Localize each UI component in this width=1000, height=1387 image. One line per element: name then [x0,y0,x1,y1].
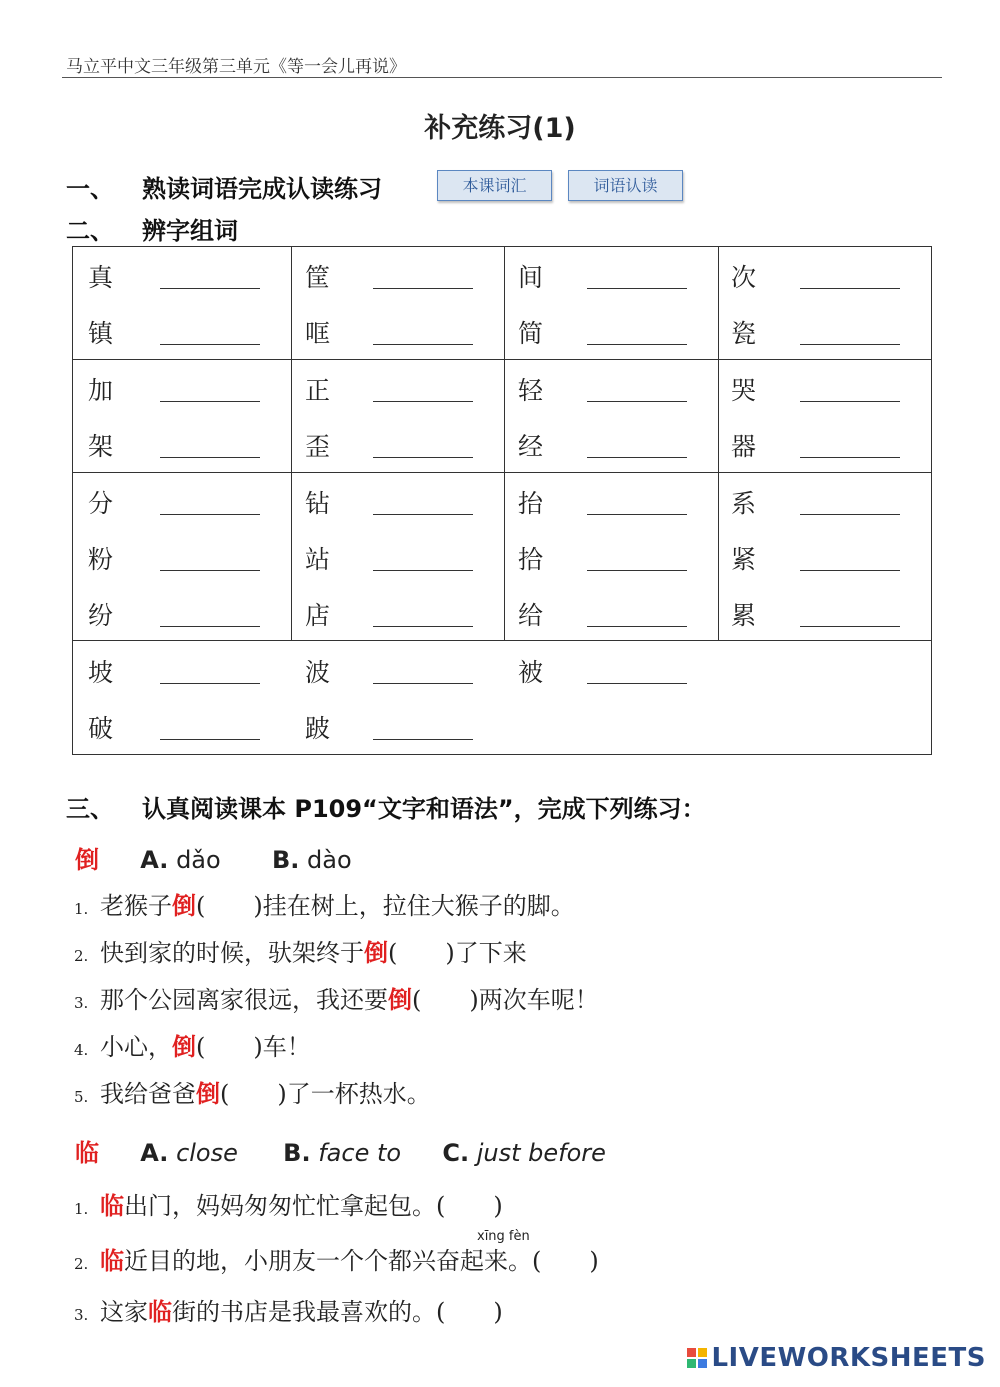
grid-character: 店 [305,601,331,630]
word-answer-blank[interactable] [373,288,473,289]
grid-col-divider [504,247,505,640]
word-answer-blank[interactable] [800,288,900,289]
section-2-heading [66,211,238,246]
lin-options-row [75,1133,606,1168]
question-number: 4. [74,1041,89,1059]
section-2-number: 二、 [66,217,114,245]
highlight-char: 倒 [196,1079,220,1108]
word-answer-blank[interactable] [373,457,473,458]
lin-option-b-letter: B. [283,1139,311,1167]
question-number: 5. [74,1088,89,1106]
dao-option-b-letter: B. [271,846,300,874]
lesson-vocab-button[interactable]: 本课词汇 [437,170,552,201]
question-answer-blank[interactable]: 街的书店是我最喜欢的。( ) [172,1298,503,1326]
word-answer-blank[interactable] [160,457,260,458]
grid-character: 抬 [518,489,544,518]
highlight-char: 倒 [364,938,388,967]
lin-option-c-text: just before [476,1139,606,1167]
dao-option-a-text: dǎo [176,846,221,874]
word-answer-blank[interactable] [800,401,900,402]
grid-character: 系 [731,489,757,518]
word-answer-blank[interactable] [160,344,260,345]
question-answer-blank[interactable]: ( )挂在树上，拉住大猴子的脚。 [196,892,575,920]
word-answer-blank[interactable] [800,570,900,571]
grid-col-divider [718,247,719,640]
grid-character: 破 [88,714,114,743]
highlight-char: 倒 [172,891,196,920]
grid-character: 架 [88,432,114,461]
grid-character: 简 [518,319,544,348]
word-answer-blank[interactable] [373,570,473,571]
grid-character: 给 [518,601,544,630]
word-answer-blank[interactable] [160,683,260,684]
word-answer-blank[interactable] [587,401,687,402]
dao-question-3 [74,980,599,1015]
grid-character: 被 [518,658,544,687]
word-answer-blank[interactable] [587,570,687,571]
word-answer-blank[interactable] [800,344,900,345]
lin-question-1 [74,1186,503,1221]
grid-character: 跛 [305,714,331,743]
question-number: 3. [74,1306,89,1324]
dao-char: 倒 [75,846,99,874]
grid-character: 紧 [731,545,757,574]
word-answer-blank[interactable] [160,514,260,515]
grid-character: 瓷 [731,319,757,348]
page-title: 补充练习(1) [424,113,576,144]
grid-character: 镇 [88,319,114,348]
lin-option-c-letter: C. [442,1139,470,1167]
dao-options-row [75,840,352,875]
word-answer-blank[interactable] [587,457,687,458]
word-answer-blank[interactable] [587,514,687,515]
word-answer-blank[interactable] [373,514,473,515]
dao-option-a-letter: A. [140,846,169,874]
grid-character: 歪 [305,432,331,461]
grid-row-divider [73,640,931,641]
page-header: 马立平中文三年级第三单元《等一会儿再说》 [66,57,406,77]
question-answer-blank[interactable]: ( )了一杯热水。 [220,1080,431,1108]
grid-character: 筐 [305,263,331,292]
grid-row-divider [73,472,931,473]
highlight-char: 临 [100,1191,124,1220]
lin-option-b-text: face to [318,1139,402,1167]
word-answer-blank[interactable] [800,514,900,515]
word-answer-blank[interactable] [800,626,900,627]
grid-character: 器 [731,432,757,461]
lin-question-2 [74,1241,599,1276]
question-text: 那个公园离家很远，我还要 [100,986,388,1014]
question-answer-blank[interactable]: ( )两次车呢！ [412,986,599,1014]
question-number: 2. [74,1255,89,1273]
pinyin-annotation: xīng fèn [477,1229,530,1244]
highlight-char: 临 [148,1297,172,1326]
liveworksheets-logo[interactable] [687,1343,986,1373]
logo-grid-icon [687,1348,707,1368]
grid-character: 真 [88,263,114,292]
question-number: 1. [74,1200,89,1218]
section-1-number: 一、 [66,175,114,203]
grid-character: 经 [518,432,544,461]
grid-character: 波 [305,658,331,687]
question-text: 这家 [100,1298,148,1326]
highlight-char: 倒 [388,985,412,1014]
dao-question-4 [74,1027,311,1062]
highlight-char: 临 [100,1246,124,1275]
lin-question-3 [74,1292,503,1327]
question-text: 老猴子 [100,892,172,920]
word-answer-blank[interactable] [373,739,473,740]
grid-row-divider [73,359,931,360]
question-number: 1. [74,900,89,918]
question-text: 我给爸爸 [100,1080,196,1108]
question-number: 3. [74,994,89,1012]
lin-char: 临 [75,1139,99,1167]
section-3-heading [66,789,706,824]
grid-character: 正 [305,376,331,405]
grid-character: 钻 [305,489,331,518]
section-3-number: 三、 [66,795,114,823]
word-answer-blank[interactable] [373,683,473,684]
grid-character: 累 [731,601,757,630]
lin-option-a-text: close [176,1139,238,1167]
grid-character: 哐 [305,319,331,348]
word-answer-blank[interactable] [373,401,473,402]
word-answer-blank[interactable] [160,570,260,571]
word-answer-blank[interactable] [160,739,260,740]
grid-character: 间 [518,263,544,292]
word-answer-blank[interactable] [587,683,687,684]
highlight-char: 倒 [172,1032,196,1061]
grid-character: 站 [305,545,331,574]
section-1-heading [66,169,382,204]
grid-character: 纷 [88,601,114,630]
word-answer-blank[interactable] [373,344,473,345]
word-answer-blank[interactable] [160,288,260,289]
grid-character: 坡 [88,658,114,687]
question-answer-blank[interactable]: 近目的地，小朋友一个个都兴奋起来。( ) [124,1247,599,1275]
dao-option-b-text: dào [307,846,352,874]
grid-character: 加 [88,376,114,405]
dao-question-5 [74,1074,431,1109]
dao-question-2 [74,933,527,968]
word-answer-blank[interactable] [160,626,260,627]
lin-option-a-letter: A. [140,1139,169,1167]
grid-character: 次 [731,263,757,292]
question-answer-blank[interactable]: ( )车！ [196,1033,311,1061]
grid-character: 轻 [518,376,544,405]
grid-character: 分 [88,489,114,518]
header-rule [62,77,942,78]
word-grid [72,246,932,755]
word-answer-blank[interactable] [160,401,260,402]
question-answer-blank[interactable]: ( )了下来 [388,939,527,967]
word-answer-blank[interactable] [587,626,687,627]
section-3-label: 认真阅读课本 P109“文字和语法”，完成下列练习： [142,795,706,823]
grid-character: 哭 [731,376,757,405]
word-reading-button[interactable]: 词语认读 [568,170,683,201]
word-answer-blank[interactable] [800,457,900,458]
question-number: 2. [74,947,89,965]
question-text: 小心， [100,1033,172,1061]
section-2-label: 辨字组词 [142,217,238,245]
dao-question-1 [74,886,575,921]
grid-col-divider [291,247,292,640]
grid-character: 粉 [88,545,114,574]
word-answer-blank[interactable] [587,288,687,289]
logo-text: LIVEWORKSHEETS [711,1343,986,1373]
question-text: 快到家的时候，驮架终于 [100,939,364,967]
question-answer-blank[interactable]: 出门，妈妈匆匆忙忙拿起包。( ) [124,1192,503,1220]
grid-character: 拾 [518,545,544,574]
word-answer-blank[interactable] [373,626,473,627]
section-1-label: 熟读词语完成认读练习 [142,175,382,203]
word-answer-blank[interactable] [587,344,687,345]
